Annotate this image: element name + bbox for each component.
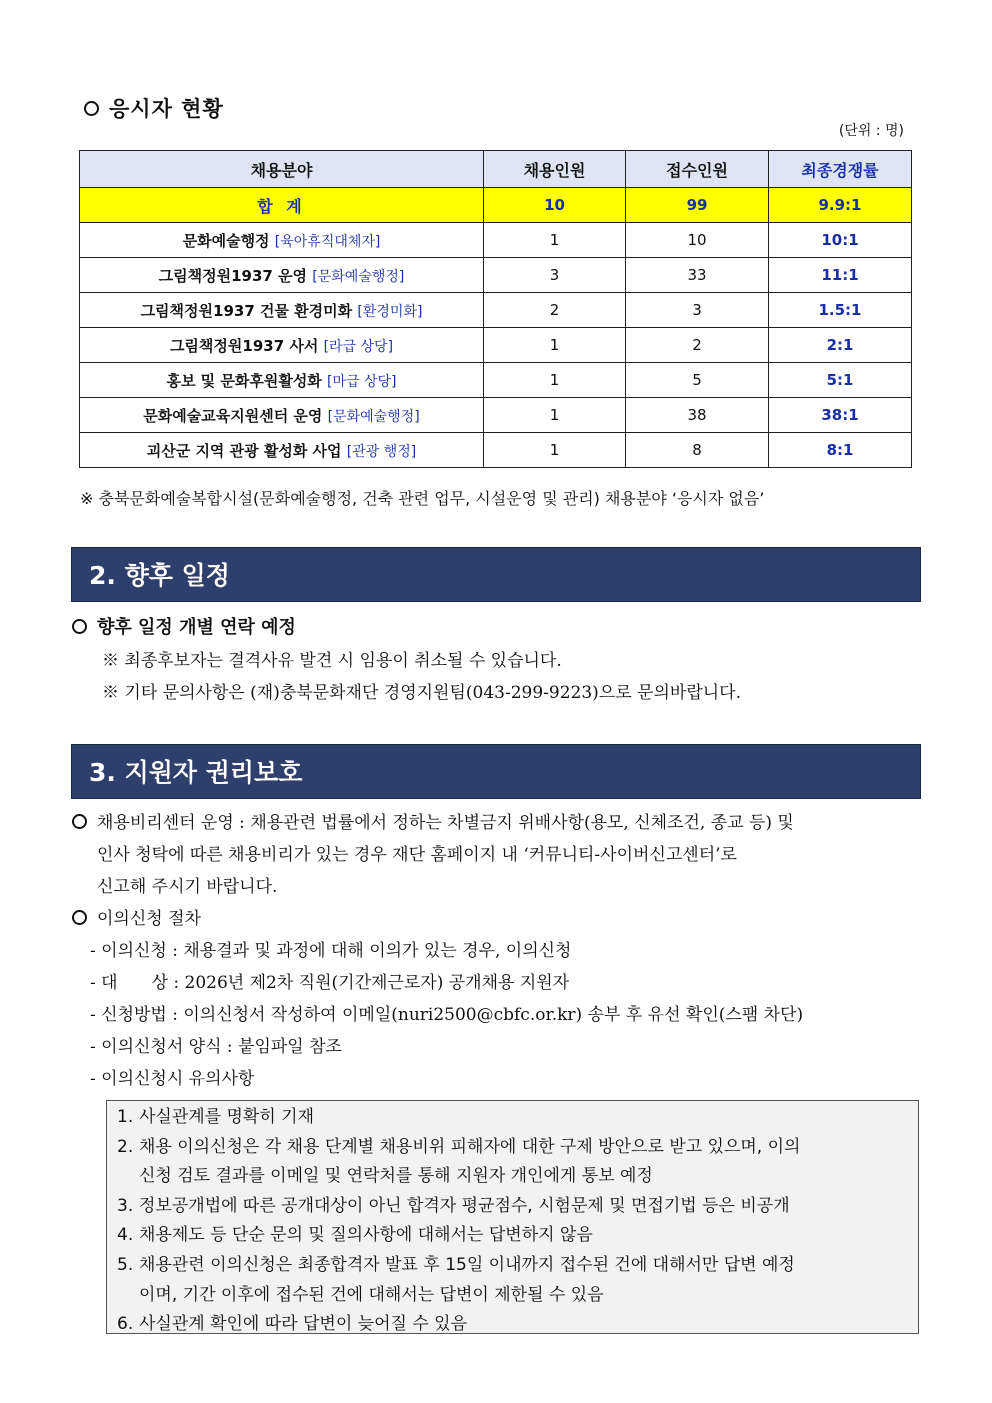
total-label: 합 계 <box>80 188 484 223</box>
row-hired: 1 <box>484 363 626 398</box>
row-hired: 1 <box>484 433 626 468</box>
row-field: 문화예술교육지원센터 운영 [문화예술행정] <box>80 398 484 433</box>
notice-line: 사실관계 확인에 따라 답변이 늦어질 수 있음 <box>139 1314 468 1335</box>
row-hired: 3 <box>484 258 626 293</box>
row-tag: [문화예술행정] <box>327 408 420 425</box>
row-applied: 38 <box>626 398 769 433</box>
notice-line: 채용관련 이의신청은 최종합격자 발표 후 15일 이내까지 접수된 건에 대해서만 답변 예정 <box>139 1254 795 1275</box>
objection-item: - 이의신청시 유의사항 <box>90 1069 255 1089</box>
total-hired: 10 <box>484 188 626 223</box>
rights-title: 3. 지원자 권리보호 <box>89 758 303 787</box>
notice-box <box>106 1100 919 1334</box>
row-rate: 11:1 <box>769 258 912 293</box>
header-hired: 채용인원 <box>484 151 626 188</box>
unit-label: (단위 : 명) <box>838 123 904 139</box>
row-tag: [마급 상당] <box>327 373 397 390</box>
notice-line: 채용 이의신청은 각 채용 단계별 채용비위 피해자에 대한 구제 방안으로 받고 있으며, 이의 <box>139 1136 801 1157</box>
total-row <box>80 188 912 223</box>
row-rate: 2:1 <box>769 328 912 363</box>
table-note: ※ 충북문화예술복합시설(문화예술행정, 건축 관련 업무, 시설운영 및 관리) 채용분야 ‘응시자 없음’ <box>80 489 765 508</box>
total-applied: 99 <box>626 188 769 223</box>
row-applied: 33 <box>626 258 769 293</box>
table-row <box>80 398 912 433</box>
notice-item <box>117 1133 908 1192</box>
notice-item <box>117 1103 908 1133</box>
schedule-heading: 향후 일정 개별 연락 예정 <box>72 613 296 639</box>
row-tag: [라급 상당] <box>323 338 394 355</box>
row-hired: 1 <box>484 223 626 258</box>
notice-number: 2. <box>117 1136 134 1157</box>
notice-line: 이며, 기간 이후에 접수된 건에 대해서는 답변이 제한될 수 있음 <box>139 1284 604 1305</box>
total-rate: 9.9:1 <box>769 188 912 223</box>
schedule-band <box>71 547 921 602</box>
row-field: 그림책정원1937 건물 환경미화 [환경미화] <box>80 293 484 328</box>
notice-line: 정보공개법에 따른 공개대상이 아닌 합격자 평균점수, 시험문제 및 면접기법 등은 비공개 <box>139 1195 790 1216</box>
table-row <box>80 258 912 293</box>
row-tag: [관광 행정] <box>346 443 417 460</box>
rights-band <box>71 744 921 799</box>
row-field: 그림책정원1937 사서 [라급 상당] <box>80 328 484 363</box>
objection-heading: 이의신청 절차 <box>72 904 201 929</box>
applicant-table <box>79 150 912 468</box>
header-field: 채용분야 <box>80 151 484 188</box>
row-rate: 10:1 <box>769 223 912 258</box>
schedule-note: ※ 기타 문의사항은 (재)충북문화재단 경영지원팀(043-299-9223)으로 문의바랍니다. <box>102 683 741 703</box>
center-line: 인사 청탁에 따른 채용비리가 있는 경우 재단 홈페이지 내 ‘커뮤니티-사이버신고센터’로 <box>97 845 737 865</box>
center-line: 채용비리센터 운영 : 채용관련 법률에서 정하는 차별금지 위배사항(용모, 신체조건, 종교 등) 및 <box>72 808 794 833</box>
schedule-title: 2. 향후 일정 <box>89 561 230 590</box>
notice-item <box>117 1310 908 1340</box>
notice-number: 5. <box>117 1254 134 1275</box>
circle-bullet-icon <box>72 814 87 829</box>
section-title: 응시자 현황 <box>84 93 224 123</box>
table-row <box>80 223 912 258</box>
circle-bullet-icon <box>72 910 87 925</box>
objection-item: - 이의신청서 양식 : 붙임파일 참조 <box>90 1037 342 1057</box>
notice-item <box>117 1192 908 1222</box>
row-field: 괴산군 지역 관광 활성화 사업 [관광 행정] <box>80 433 484 468</box>
table-header-row <box>80 151 912 188</box>
table-row <box>80 433 912 468</box>
row-hired: 2 <box>484 293 626 328</box>
row-applied: 3 <box>626 293 769 328</box>
row-rate: 8:1 <box>769 433 912 468</box>
row-tag: [문화예술행정] <box>312 268 405 285</box>
objection-item: - 신청방법 : 이의신청서 작성하여 이메일(nuri2500@cbfc.or.kr) 송부 후 유선 확인(스팸 차단) <box>90 1005 804 1025</box>
notice-item <box>117 1221 908 1251</box>
notice-number: 6. <box>117 1314 134 1335</box>
row-rate: 5:1 <box>769 363 912 398</box>
notice-item <box>117 1251 908 1310</box>
row-rate: 1.5:1 <box>769 293 912 328</box>
header-applied: 접수인원 <box>626 151 769 188</box>
center-line: 신고해 주시기 바랍니다. <box>97 877 278 897</box>
notice-number: 3. <box>117 1195 134 1216</box>
notice-line: 신청 검토 결과를 이메일 및 연락처를 통해 지원자 개인에게 통보 예정 <box>139 1166 653 1187</box>
row-applied: 5 <box>626 363 769 398</box>
notice-line: 사실관계를 명확히 기재 <box>139 1107 315 1127</box>
row-rate: 38:1 <box>769 398 912 433</box>
row-field: 그림책정원1937 운영 [문화예술행정] <box>80 258 484 293</box>
row-applied: 8 <box>626 433 769 468</box>
row-field: 문화예술행정 [육아휴직대체자] <box>80 223 484 258</box>
rights-content <box>72 808 922 1098</box>
notice-number: 4. <box>117 1225 134 1246</box>
row-applied: 10 <box>626 223 769 258</box>
circle-bullet-icon <box>84 101 99 116</box>
objection-item: - 이의신청 : 채용결과 및 과정에 대해 이의가 있는 경우, 이의신청 <box>90 941 572 961</box>
table-row <box>80 293 912 328</box>
circle-bullet-icon <box>72 619 87 634</box>
row-tag: [육아휴직대체자] <box>274 233 381 250</box>
notice-line: 채용제도 등 단순 문의 및 질의사항에 대해서는 답변하지 않음 <box>139 1225 593 1246</box>
row-hired: 1 <box>484 328 626 363</box>
header-rate: 최종경쟁률 <box>769 151 912 188</box>
row-hired: 1 <box>484 398 626 433</box>
row-field: 홍보 및 문화후원활성화 [마급 상당] <box>80 363 484 398</box>
objection-item: - 대 상 : 2026년 제2차 직원(기간제근로자) 공개채용 지원자 <box>90 973 570 993</box>
table-row <box>80 328 912 363</box>
table-row <box>80 363 912 398</box>
notice-number: 1. <box>117 1107 134 1127</box>
schedule-note: ※ 최종후보자는 결격사유 발견 시 임용이 취소될 수 있습니다. <box>102 651 562 671</box>
row-applied: 2 <box>626 328 769 363</box>
row-tag: [환경미화] <box>357 303 423 320</box>
